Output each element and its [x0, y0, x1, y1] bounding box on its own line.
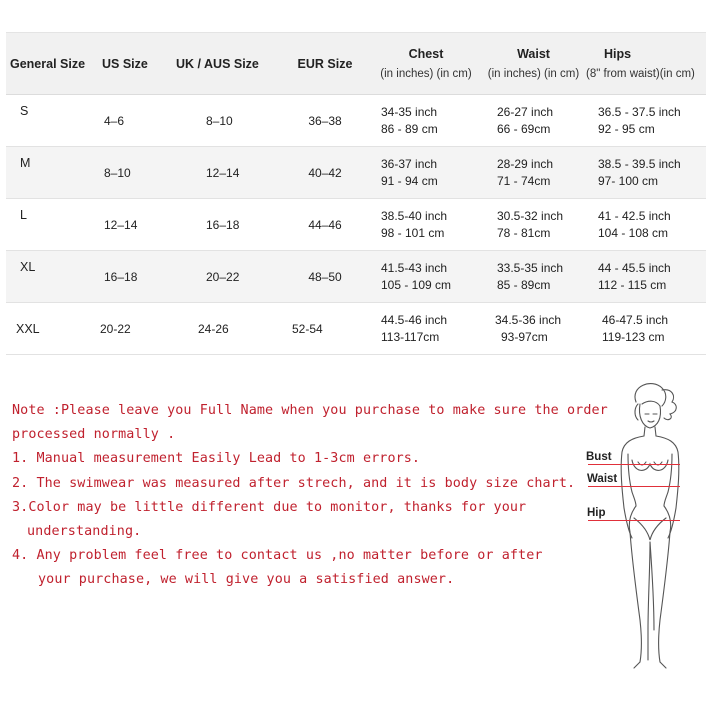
table-row [6, 147, 706, 199]
header-waist: Waist (in inches) (in cm) [481, 33, 586, 95]
note-line: processed normally . [12, 427, 176, 443]
header-hips: Hips (8" from waist)(in cm) [586, 33, 706, 95]
chest-cell: 38.5-40 inch 98 - 101 cm [381, 208, 448, 240]
header-waist-units: (in inches) (in cm) [487, 68, 580, 80]
eur-size-cell: 52-54 [292, 321, 323, 336]
eur-size-cell: 40–42 [308, 165, 342, 180]
header-chest-units: (in inches) (in cm) [380, 68, 472, 80]
waist-cell: 34.5-36 inch 93-97cm [495, 312, 562, 344]
notes-block [12, 399, 612, 593]
note-item-4: 4. Any problem feel free to contact us ,no matter before or after [12, 548, 543, 564]
header-eur-size: EUR Size [297, 56, 353, 71]
eur-size-cell: 44–46 [308, 217, 342, 232]
eur-size-cell: 36–38 [308, 113, 342, 128]
header-us-size: US Size [102, 56, 148, 71]
size-cell: M [20, 156, 31, 170]
size-cell: L [20, 208, 27, 222]
uk-size-cell: 16–18 [206, 217, 240, 232]
uk-size-cell: 12–14 [206, 165, 240, 180]
uk-size-cell: 8–10 [206, 113, 233, 128]
hip-line [588, 520, 680, 521]
hips-cell: 44 - 45.5 inch 112 - 115 cm [598, 260, 671, 292]
bust-line [588, 464, 680, 465]
size-cell: XXL [16, 321, 40, 336]
table-row [6, 95, 706, 147]
chest-cell: 36-37 inch 91 - 94 cm [381, 156, 438, 188]
bust-label: Bust [586, 451, 612, 463]
table-row [6, 251, 706, 303]
size-chart-table [6, 32, 706, 355]
hips-cell: 41 - 42.5 inch 104 - 108 cm [598, 208, 671, 240]
table-row [6, 303, 706, 355]
waist-cell: 33.5-35 inch 85 - 89cm [497, 260, 564, 292]
size-cell: XL [20, 260, 36, 274]
note-item-1: 1. Manual measurement Easily Lead to 1-3cm errors. [12, 451, 421, 467]
us-size-cell: 16–18 [104, 269, 138, 284]
header-hips-units: (8" from waist)(in cm) [586, 68, 695, 80]
note-item-3: 3.Color may be little different due to monitor, thanks for your [12, 499, 527, 515]
header-uk-aus-size: UK / AUS Size [176, 56, 259, 71]
waist-cell: 26-27 inch 66 - 69cm [497, 104, 554, 136]
chest-cell: 41.5-43 inch 105 - 109 cm [381, 260, 452, 292]
hips-cell: 36.5 - 37.5 inch 92 - 95 cm [598, 104, 681, 136]
chest-cell: 34-35 inch 86 - 89 cm [381, 104, 438, 136]
size-cell: S [20, 104, 29, 118]
hip-label: Hip [587, 507, 606, 519]
waist-cell: 28-29 inch 71 - 74cm [497, 156, 554, 188]
note-item-4-cont: your purchase, we will give you a satisfied answer. [38, 572, 455, 588]
uk-size-cell: 24-26 [198, 321, 229, 336]
waist-line [588, 486, 680, 487]
note-heading: Note :Please leave you Full Name when you purchase to make sure the order [12, 403, 608, 418]
waist-cell: 30.5-32 inch 78 - 81cm [497, 208, 564, 240]
us-size-cell: 4–6 [104, 113, 125, 128]
us-size-cell: 12–14 [104, 217, 138, 232]
uk-size-cell: 20–22 [206, 269, 240, 284]
table-header-row [6, 33, 706, 95]
body-silhouette-illustration [578, 380, 704, 670]
eur-size-cell: 48–50 [308, 269, 342, 284]
body-measurement-figure [578, 380, 704, 670]
waist-label: Waist [587, 473, 618, 485]
note-item-3-cont: understanding. [27, 524, 142, 540]
hips-cell: 38.5 - 39.5 inch 97- 100 cm [598, 156, 681, 188]
us-size-cell: 20-22 [100, 321, 131, 336]
hips-cell: 46-47.5 inch 119-123 cm [602, 312, 669, 344]
note-item-2: 2. The swimwear was measured after strech, and it is body size chart. [12, 475, 576, 491]
us-size-cell: 8–10 [104, 165, 131, 180]
chest-cell: 44.5-46 inch 113-117cm [381, 312, 448, 344]
header-chest: Chest (in inches) (in cm) [371, 33, 481, 95]
table-row [6, 199, 706, 251]
header-general-size: General Size [10, 56, 86, 71]
